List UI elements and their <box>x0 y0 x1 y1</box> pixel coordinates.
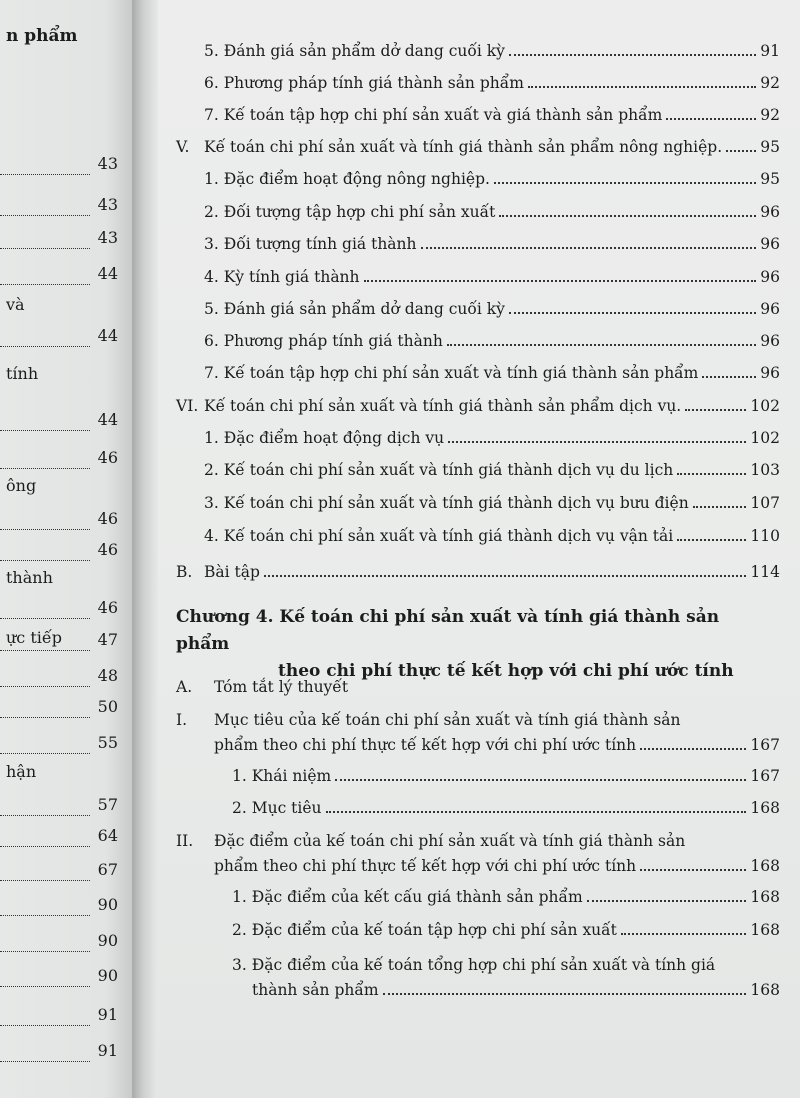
toc-label: 7. Kế toán tập hợp chi phí sản xuất và tính giá thành sản phẩm <box>204 364 699 382</box>
toc-page: 95 <box>760 170 780 188</box>
toc-entry <box>204 332 780 350</box>
toc-leader <box>702 375 756 378</box>
toc-leader <box>693 505 747 508</box>
left-toc-leader <box>0 430 90 431</box>
toc-leader <box>587 899 747 902</box>
toc-page: 96 <box>760 364 780 382</box>
toc-entry <box>204 364 780 382</box>
left-toc-leader <box>0 815 90 816</box>
toc-leader <box>326 810 747 813</box>
toc-num: B. <box>176 563 193 581</box>
toc-page: 96 <box>760 332 780 350</box>
toc-label: 5. Đánh giá sản phẩm dở dang cuối kỳ <box>204 42 505 60</box>
toc-leader <box>335 778 746 781</box>
left-toc-leader <box>0 717 90 718</box>
toc-entry <box>204 461 780 479</box>
left-toc-leader <box>0 686 90 687</box>
toc-leader <box>509 53 756 56</box>
toc-leader <box>640 747 746 750</box>
left-toc-page: 46 <box>97 598 118 617</box>
left-page-fragment <box>0 0 132 1098</box>
toc-item-II-3 <box>252 981 780 999</box>
toc-entry <box>204 235 780 253</box>
left-toc-leader <box>0 284 90 285</box>
left-toc-page: 44 <box>97 410 118 429</box>
toc-label: 3. Đối tượng tính giá thành <box>204 235 417 253</box>
toc-item-II-2 <box>232 921 780 939</box>
left-toc-leader <box>0 880 90 881</box>
toc-num: VI. <box>176 397 199 415</box>
toc-label: Đặc điểm của kế toán chi phí sản xuất và tính giá thành sản <box>214 832 686 850</box>
left-toc-page: 47 <box>97 630 118 649</box>
toc-label: 3. Kế toán chi phí sản xuất và tính giá thành dịch vụ bưu điện <box>204 494 689 512</box>
left-toc-page: 64 <box>97 826 118 845</box>
toc-page: 107 <box>750 494 780 512</box>
toc-entry <box>204 494 780 512</box>
toc-section-entry <box>176 563 780 581</box>
right-page-toc <box>158 0 800 1098</box>
left-toc-page: 46 <box>97 448 118 467</box>
toc-entry <box>204 268 780 286</box>
toc-label: 6. Phương pháp tính giá thành sản phẩm <box>204 74 524 92</box>
left-toc-page: 57 <box>97 795 118 814</box>
left-toc-leader <box>0 468 90 469</box>
left-toc-fragment: và <box>6 295 25 314</box>
toc-page: 168 <box>750 857 780 875</box>
toc-label: 1. Đặc điểm của kết cấu giá thành sản phẩm <box>232 888 583 906</box>
toc-num: A. <box>176 678 193 696</box>
toc-page: 96 <box>760 235 780 253</box>
toc-label: Mục tiêu của kế toán chi phí sản xuất và tính giá thành sản <box>214 711 681 729</box>
toc-label: 2. Đặc điểm của kế toán tập hợp chi phí sản xuất <box>232 921 617 939</box>
left-toc-leader <box>0 529 90 530</box>
toc-label: 1. Đặc điểm hoạt động nông nghiệp. <box>204 170 490 188</box>
left-toc-leader <box>0 650 90 651</box>
left-toc-leader <box>0 560 90 561</box>
toc-page: 167 <box>750 767 780 785</box>
left-toc-page: 43 <box>97 195 118 214</box>
toc-page: 96 <box>760 300 780 318</box>
toc-leader <box>726 149 756 152</box>
toc-num: V. <box>176 138 190 156</box>
toc-label: 1. Đặc điểm hoạt động dịch vụ <box>204 429 445 447</box>
toc-label: 6. Phương pháp tính giá thành <box>204 332 443 350</box>
left-toc-page: 90 <box>97 931 118 950</box>
toc-leader <box>448 440 746 443</box>
toc-page: 95 <box>760 138 780 156</box>
toc-page: 168 <box>750 888 780 906</box>
toc-entry <box>204 42 780 60</box>
left-toc-fragment: ực tiếp <box>6 628 62 647</box>
left-toc-page: 90 <box>97 895 118 914</box>
toc-leader <box>677 538 746 541</box>
toc-item-II-line1 <box>176 832 685 850</box>
toc-leader <box>421 246 757 249</box>
toc-page: 110 <box>750 527 780 545</box>
left-toc-leader <box>0 915 90 916</box>
left-toc-leader <box>0 618 90 619</box>
toc-entry <box>204 106 780 124</box>
toc-leader <box>640 868 746 871</box>
left-toc-leader <box>0 753 90 754</box>
left-toc-page: 48 <box>97 666 118 685</box>
toc-leader <box>494 181 756 184</box>
left-toc-leader <box>0 951 90 952</box>
toc-page: 167 <box>750 736 780 754</box>
left-toc-leader <box>0 986 90 987</box>
toc-item-II-1 <box>232 888 780 906</box>
toc-num: I. <box>176 711 188 729</box>
left-toc-page: 46 <box>97 540 118 559</box>
toc-page: 102 <box>750 397 780 415</box>
toc-page: 103 <box>750 461 780 479</box>
left-toc-fragment: tính <box>6 364 39 383</box>
toc-label: 3. Đặc điểm của kế toán tổng hợp chi phí sản xuất và tính giá <box>232 956 716 974</box>
toc-item-II-3-line1 <box>232 956 715 974</box>
toc-entry <box>204 203 780 221</box>
toc-leader <box>447 343 756 346</box>
left-toc-leader <box>0 174 90 175</box>
toc-label: thành sản phẩm <box>252 981 379 999</box>
left-toc-page: 55 <box>97 733 118 752</box>
toc-page: 96 <box>760 203 780 221</box>
left-toc-page: 46 <box>97 509 118 528</box>
toc-page: 102 <box>750 429 780 447</box>
toc-leader <box>364 279 757 282</box>
chapter-4-title <box>176 604 776 685</box>
toc-page: 168 <box>750 981 780 999</box>
left-toc-page: 43 <box>97 228 118 247</box>
toc-page: 91 <box>760 42 780 60</box>
toc-leader <box>499 214 756 217</box>
left-toc-page: 91 <box>97 1005 118 1024</box>
toc-label: 7. Kế toán tập hợp chi phí sản xuất và giá thành sản phẩm <box>204 106 663 124</box>
toc-label: Bài tập <box>204 563 260 581</box>
toc-leader <box>677 472 746 475</box>
left-toc-page: 50 <box>97 697 118 716</box>
left-toc-fragment: ông <box>6 476 37 495</box>
toc-section-entry <box>176 138 780 156</box>
toc-item-I-1 <box>232 767 780 785</box>
left-page-header: n phẩm <box>6 26 78 46</box>
toc-label: 2. Mục tiêu <box>232 799 322 817</box>
toc-label: phẩm theo chi phí thực tế kết hợp với chi phí ước tính <box>214 857 637 875</box>
left-toc-leader <box>0 346 90 347</box>
toc-leader <box>666 117 756 120</box>
toc-label: 5. Đánh giá sản phẩm dở dang cuối kỳ <box>204 300 505 318</box>
toc-section-entry <box>176 397 780 415</box>
toc-entry <box>204 429 780 447</box>
left-toc-page: 90 <box>97 966 118 985</box>
book-gutter <box>132 0 158 1098</box>
toc-leader <box>264 574 746 577</box>
toc-entry <box>204 170 780 188</box>
toc-label: 2. Kế toán chi phí sản xuất và tính giá thành dịch vụ du lịch <box>204 461 674 479</box>
left-toc-leader <box>0 215 90 216</box>
toc-entry <box>204 527 780 545</box>
toc-label: 1. Khái niệm <box>232 767 332 785</box>
toc-label: phẩm theo chi phí thực tế kết hợp với chi phí ước tính <box>214 736 637 754</box>
left-toc-leader <box>0 248 90 249</box>
left-toc-page: 44 <box>97 264 118 283</box>
left-toc-leader <box>0 1061 90 1062</box>
left-toc-page: 67 <box>97 860 118 879</box>
chapter-title-line-2: theo chi phí thực tế kết hợp với chi phí ước tính <box>278 661 734 681</box>
left-toc-fragment: hận <box>6 762 37 781</box>
toc-label: 4. Kỳ tính giá thành <box>204 268 360 286</box>
toc-leader <box>383 992 747 995</box>
toc-section-a <box>176 678 348 696</box>
toc-page: 96 <box>760 268 780 286</box>
toc-num: II. <box>176 832 194 850</box>
toc-leader <box>509 311 756 314</box>
toc-label: Kế toán chi phí sản xuất và tính giá thành sản phẩm nông nghiệp. <box>204 138 723 156</box>
toc-page: 168 <box>750 921 780 939</box>
chapter-title-line-1: Chương 4. Kế toán chi phí sản xuất và tính giá thành sản phẩm <box>176 607 720 654</box>
left-toc-leader <box>0 1025 90 1026</box>
toc-leader <box>621 932 747 935</box>
toc-item-I <box>214 736 780 754</box>
toc-label: 2. Đối tượng tập hợp chi phí sản xuất <box>204 203 496 221</box>
left-toc-fragment: thành <box>6 568 53 587</box>
toc-item-II <box>214 857 780 875</box>
toc-entry <box>204 74 780 92</box>
left-toc-page: 91 <box>97 1041 118 1060</box>
toc-page: 92 <box>760 106 780 124</box>
toc-page: 168 <box>750 799 780 817</box>
left-toc-page: 43 <box>97 154 118 173</box>
toc-entry <box>204 300 780 318</box>
toc-leader <box>528 85 756 88</box>
toc-page: 92 <box>760 74 780 92</box>
toc-label: 4. Kế toán chi phí sản xuất và tính giá thành dịch vụ vận tải <box>204 527 674 545</box>
toc-label: Kế toán chi phí sản xuất và tính giá thành sản phẩm dịch vụ. <box>204 397 682 415</box>
toc-label: Tóm tắt lý thuyết <box>214 678 349 696</box>
toc-leader <box>685 408 746 411</box>
toc-page: 114 <box>750 563 780 581</box>
left-toc-leader <box>0 846 90 847</box>
left-toc-page: 44 <box>97 326 118 345</box>
toc-item-I-2 <box>232 799 780 817</box>
toc-item-I-line1 <box>176 711 681 729</box>
